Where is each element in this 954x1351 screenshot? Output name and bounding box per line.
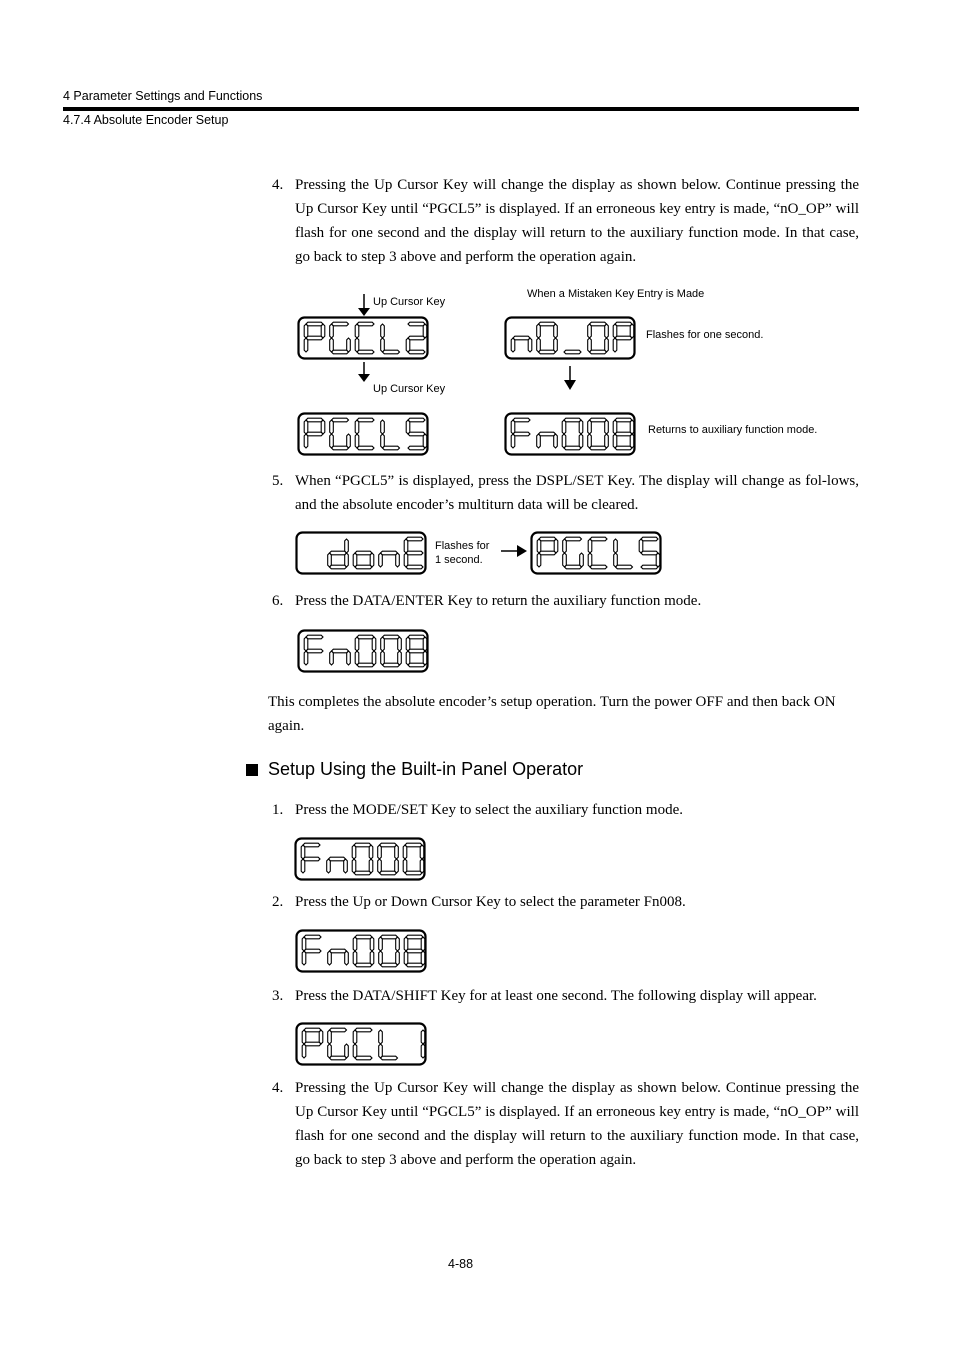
- square-bullet-icon: [246, 764, 258, 776]
- seven-segment-display: [297, 412, 429, 456]
- segment-digit: [404, 935, 425, 967]
- segment-digit: [302, 935, 321, 965]
- step-number: 2.: [272, 894, 284, 910]
- segment-digit: [406, 418, 427, 450]
- segment-digit: [537, 322, 558, 354]
- seven-segment-display: [504, 316, 636, 360]
- segment-digit: [355, 635, 376, 667]
- segment-digit: [352, 843, 373, 875]
- step-number: 4.: [272, 177, 284, 193]
- segment-digit: [588, 537, 607, 569]
- segment-digit: [381, 420, 400, 450]
- step-item: [272, 469, 859, 517]
- returns-label: Returns to auxiliary function mode.: [648, 424, 818, 436]
- down-arrow-icon: [358, 308, 370, 316]
- step-text: Press the DATA/ENTER Key to return the auxiliary function mode.: [295, 593, 702, 609]
- segment-digit: [537, 432, 558, 448]
- step-item: [272, 1076, 859, 1172]
- display-pgcl5-result: [530, 531, 662, 580]
- step-item: [272, 890, 859, 914]
- step-text: Press the MODE/SET Key to select the auxiliary function mode.: [295, 802, 683, 818]
- segment-digit: [406, 322, 427, 354]
- display-pgcl2: [297, 316, 429, 365]
- segment-digit: [304, 418, 325, 448]
- seven-segment-display: [294, 837, 426, 881]
- segment-digit: [381, 324, 400, 354]
- segment-digit: [613, 418, 634, 450]
- one-second-text: 1 second.: [435, 554, 483, 566]
- segment-digit: [379, 1030, 398, 1060]
- flashes-for-text: Flashes for: [435, 540, 490, 552]
- segment-digit: [379, 935, 400, 967]
- step-number: 1.: [272, 802, 284, 818]
- segment-digit: [421, 1030, 425, 1058]
- step-item: [272, 173, 859, 269]
- display-pgcl5: [297, 412, 429, 461]
- segment-digit: [403, 843, 424, 875]
- display-fn000: [294, 837, 426, 886]
- seven-segment-display: [297, 629, 429, 673]
- segment-digit: [355, 322, 374, 354]
- segment-digit: [404, 537, 423, 569]
- seven-segment-display: [295, 1022, 427, 1066]
- right-arrow-icon: [499, 543, 529, 559]
- segment-digit: [353, 1028, 372, 1060]
- segment-digit: [330, 322, 351, 354]
- step-number: 6.: [272, 593, 284, 609]
- segment-digit: [378, 843, 399, 875]
- step-number: 5.: [272, 473, 284, 489]
- step-text: Press the DATA/SHIFT Key for at least one second. The following display will appear.: [295, 988, 817, 1004]
- segment-digit: [588, 418, 609, 450]
- mistake-title: When a Mistaken Key Entry is Made: [527, 288, 705, 300]
- step-text: Press the Up or Down Cursor Key to select the parameter Fn008.: [295, 894, 686, 910]
- step-text: Pressing the Up Cursor Key will change the display as shown below. Continue pressing the Up Cursor Key until “PGCL5” is displayed. If an erroneous key entry is made, “nO_OP” will flash for one second and the display will return to the auxiliary function mode. In that case, go back to step 3 above and perform the operation again.: [295, 1080, 859, 1168]
- segment-digit: [639, 537, 660, 569]
- segment-digit: [304, 322, 325, 352]
- display-no-op: [504, 316, 636, 365]
- segment-digit: [328, 949, 349, 965]
- segment-digit: [328, 539, 349, 569]
- step-text: When “PGCL5” is displayed, press the DSPL/SET Key. The display will change as fol-lows, and the absolute encoder’s multiturn data will be cleared.: [295, 473, 859, 513]
- step-item: [272, 984, 859, 1008]
- display-fn008-select: [295, 929, 427, 978]
- seven-segment-display: [504, 412, 636, 456]
- completion-paragraph: This completes the absolute encoder’s setup operation. Turn the power OFF and then back ON again.: [268, 694, 836, 734]
- segment-digit: [330, 649, 351, 665]
- step-number: 3.: [272, 988, 284, 1004]
- chapter-header: 4 Parameter Settings and Functions: [63, 89, 263, 103]
- display-pgcl1: [295, 1022, 427, 1071]
- segment-digit: [330, 418, 351, 450]
- segment-digit: [511, 336, 532, 352]
- segment-digit: [302, 1028, 323, 1058]
- down-arrow-icon: [564, 380, 576, 390]
- segment-digit: [301, 843, 320, 873]
- seven-segment-display: [295, 531, 427, 575]
- step-text: Pressing the Up Cursor Key will change the display as shown below. Continue pressing the Up Cursor Key until “PGCL5” is displayed. If an erroneous key entry is made, “nO_OP” will flash for one second and the display will return to the auxiliary function mode. In that case, go back to step 3 above and perform the operation again.: [295, 177, 859, 265]
- segment-digit: [588, 322, 609, 354]
- segment-digit: [304, 635, 323, 665]
- seven-segment-display: [530, 531, 662, 575]
- display-fn008: [504, 412, 636, 461]
- header-rule: [63, 107, 859, 111]
- segment-digit: [511, 418, 530, 448]
- section-header: 4.7.4 Absolute Encoder Setup: [63, 113, 229, 127]
- display-done: [295, 531, 427, 580]
- step-item: [272, 589, 859, 613]
- segment-digit: [355, 418, 374, 450]
- step-number: 4.: [272, 1080, 284, 1096]
- display-fn008-return: [297, 629, 429, 678]
- segment-digit: [564, 350, 581, 354]
- seven-segment-display: [297, 316, 429, 360]
- seven-segment-display: [295, 929, 427, 973]
- segment-digit: [562, 418, 583, 450]
- segment-digit: [381, 635, 402, 667]
- section-title: Setup Using the Built-in Panel Operator: [268, 759, 584, 779]
- segment-digit: [406, 635, 427, 667]
- segment-digit: [563, 537, 584, 569]
- segment-digit: [614, 539, 633, 569]
- flashes-for-label: [435, 539, 489, 567]
- up-cursor-label: Up Cursor Key: [373, 383, 446, 395]
- segment-digit: [353, 935, 374, 967]
- step-item: [272, 798, 859, 822]
- down-arrow-icon: [358, 374, 370, 382]
- segment-digit: [613, 322, 634, 352]
- page-number: 4-88: [448, 1257, 474, 1271]
- flashes-label: Flashes for one second.: [646, 329, 764, 341]
- segment-digit: [379, 551, 400, 567]
- up-cursor-label: Up Cursor Key: [373, 296, 446, 308]
- segment-digit: [328, 1028, 349, 1060]
- segment-digit: [327, 857, 348, 873]
- segment-digit: [537, 537, 558, 567]
- segment-digit: [353, 551, 374, 569]
